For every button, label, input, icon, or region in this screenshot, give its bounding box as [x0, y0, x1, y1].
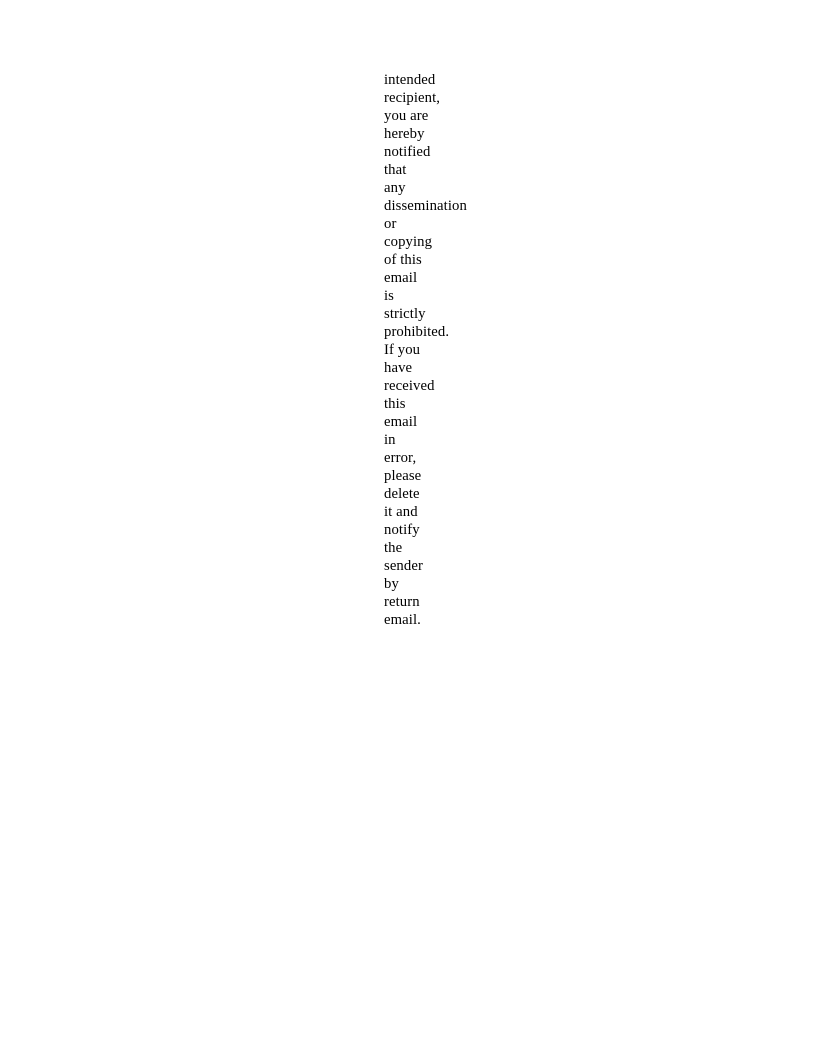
text-line: in	[384, 432, 396, 448]
text-line: error,	[384, 450, 417, 466]
text-line: is	[384, 288, 394, 304]
text-line: notified	[384, 144, 431, 160]
email-disclaimer-text	[384, 71, 494, 629]
text-line: sender	[384, 558, 423, 574]
text-line: intended	[384, 72, 436, 88]
text-line: have	[384, 360, 413, 376]
text-line: it and	[384, 504, 418, 520]
text-line: email	[384, 414, 418, 430]
text-line: email	[384, 270, 418, 286]
text-line: notify	[384, 522, 420, 538]
text-line: received	[384, 378, 435, 394]
text-line: return	[384, 594, 420, 610]
text-line: If you	[384, 342, 421, 358]
text-line: by	[384, 576, 399, 592]
text-line: email.	[384, 612, 421, 628]
text-line: of this	[384, 252, 422, 268]
text-line: delete	[384, 486, 420, 502]
text-line: recipient,	[384, 90, 441, 106]
text-line: that	[384, 162, 407, 178]
text-line: the	[384, 540, 403, 556]
text-line: or	[384, 216, 397, 232]
text-line: dissemination	[384, 198, 467, 214]
text-line: you are	[384, 108, 429, 124]
text-line: copying	[384, 234, 433, 250]
text-line: prohibited.	[384, 324, 450, 340]
text-line: please	[384, 468, 422, 484]
text-line: strictly	[384, 306, 426, 322]
text-line: this	[384, 396, 406, 412]
text-line: hereby	[384, 126, 425, 142]
text-line: any	[384, 180, 406, 196]
